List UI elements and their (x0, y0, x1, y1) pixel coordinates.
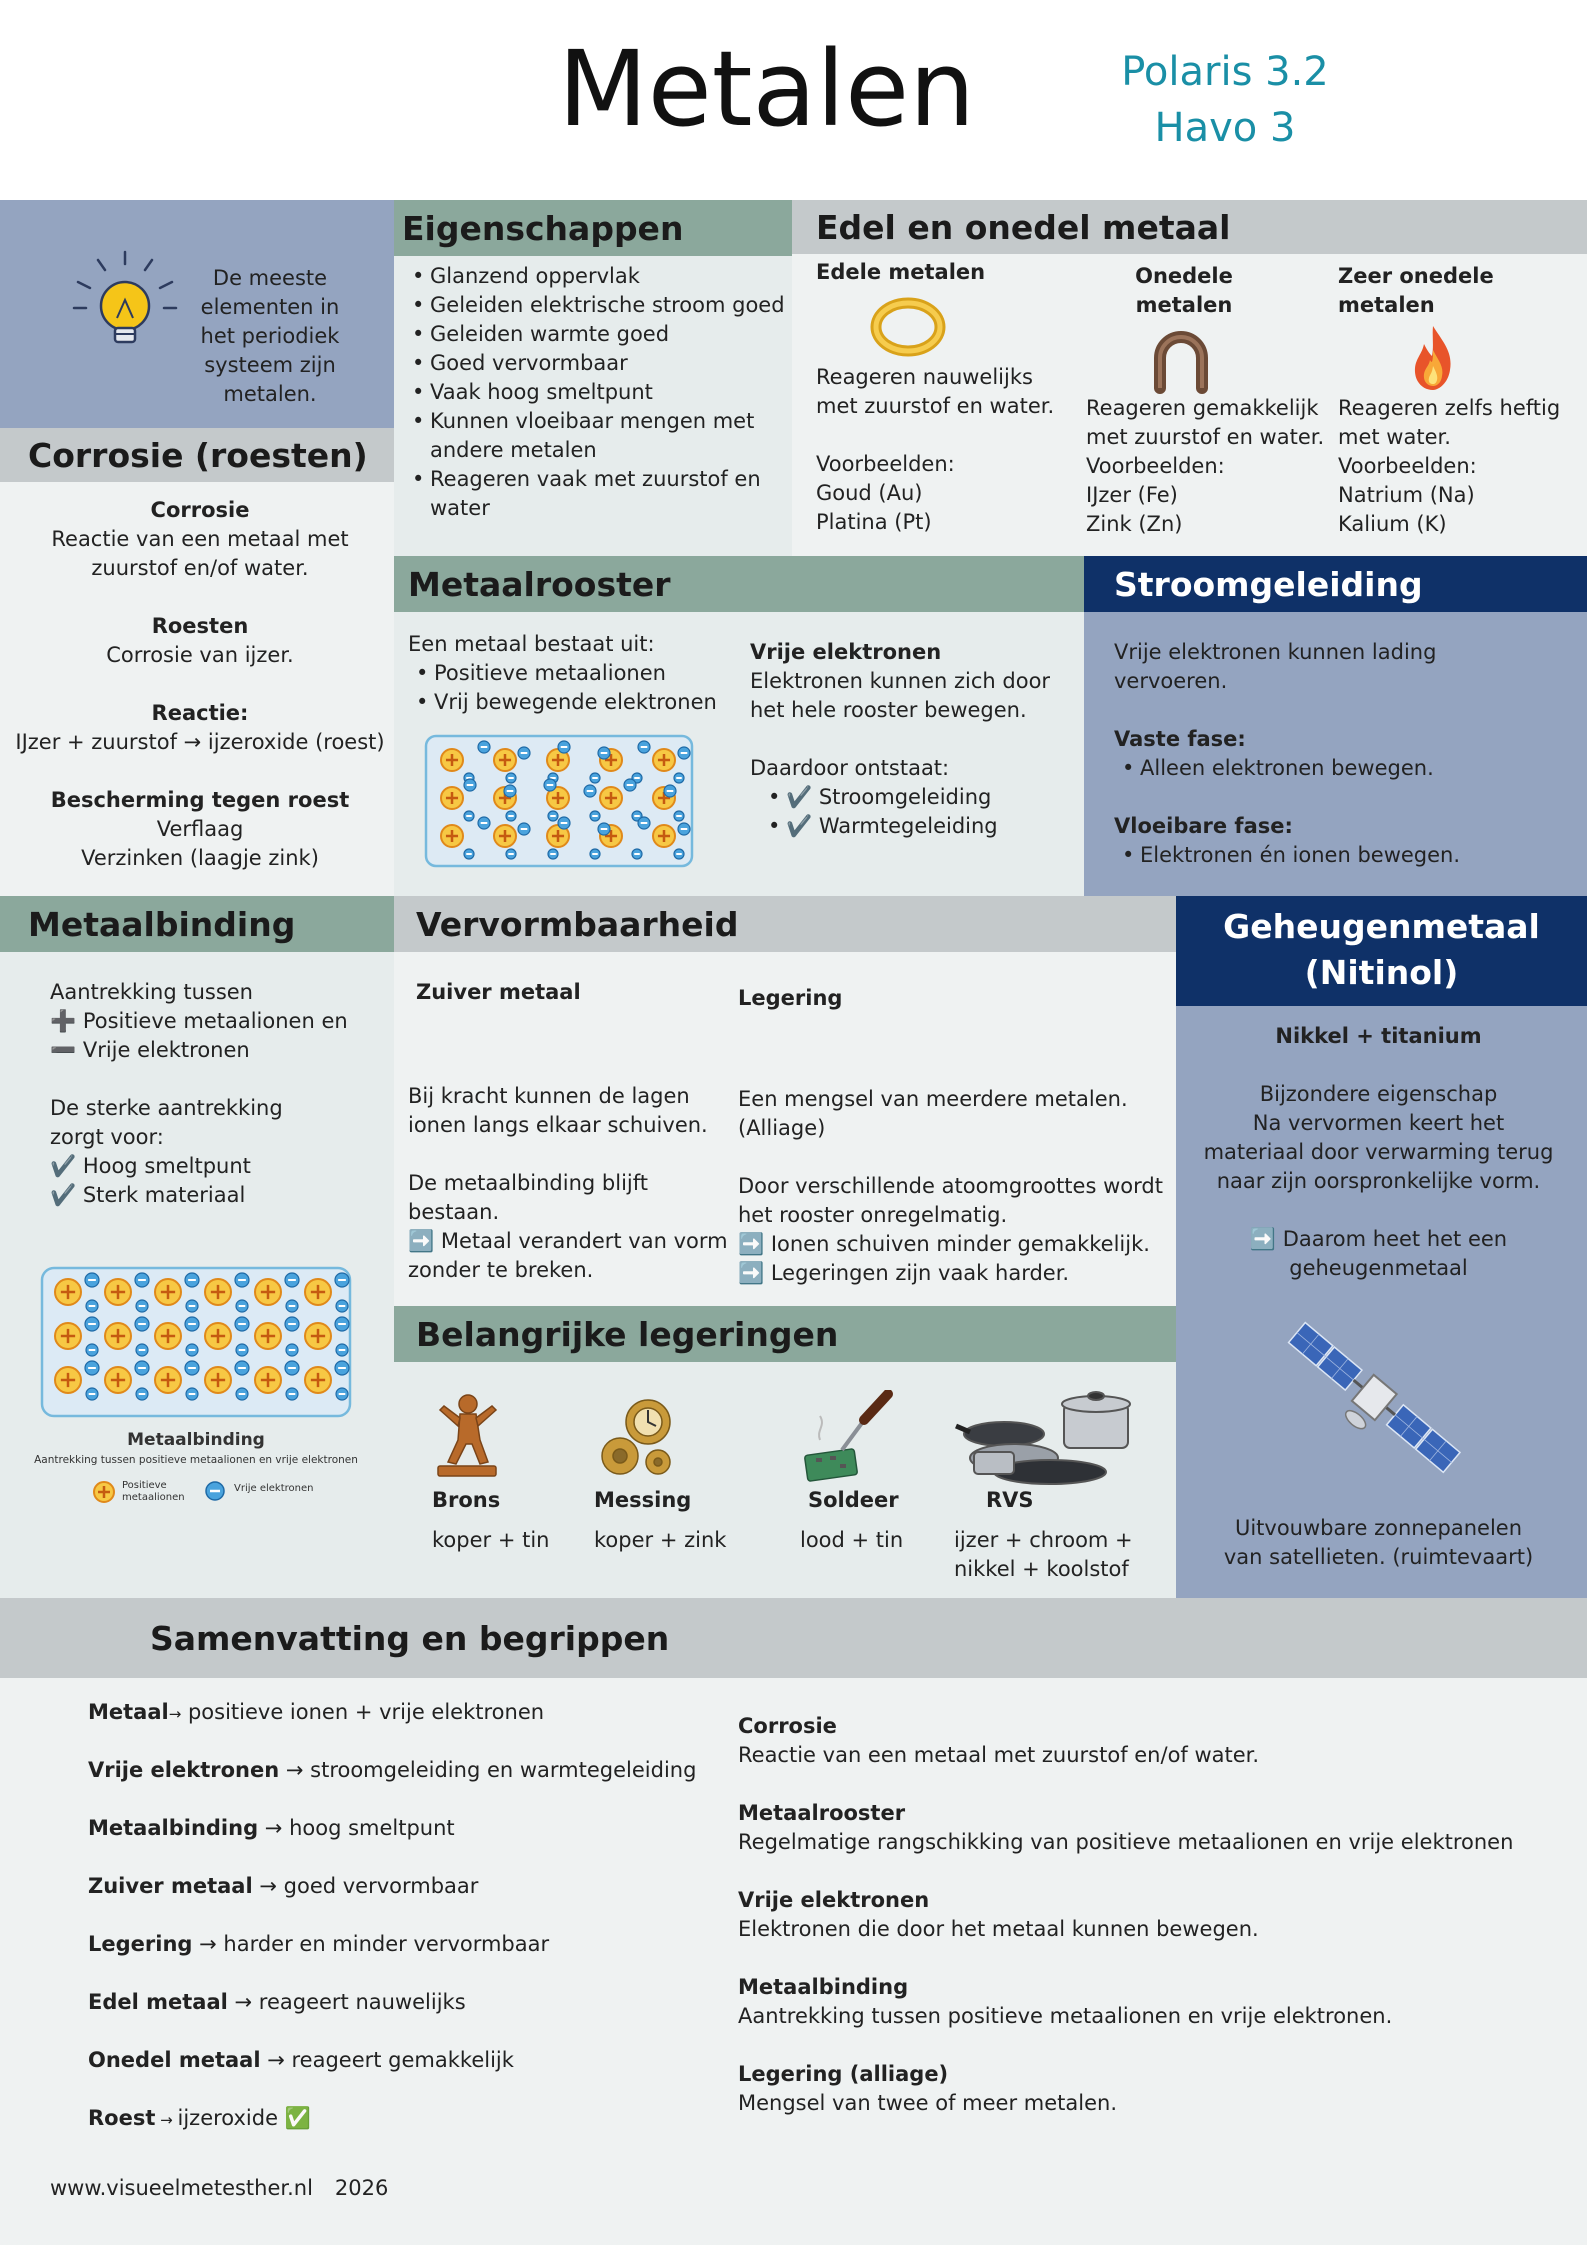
summary-desc: goed vervormbaar (283, 1874, 479, 1898)
legering-l0: Een mengsel van meerdere metalen. (738, 1087, 1128, 1111)
onedele-title: Onedele metalen (1135, 264, 1233, 317)
corrosie-section (0, 428, 394, 896)
legering-l5: ➡️ Ionen schuiven minder gemakkelijk. (738, 1232, 1150, 1256)
begrip-3 (738, 1973, 1558, 2060)
legend-positive-l2: metaalionen (122, 1492, 185, 1503)
list-item: • Kunnen vloeibaar mengen met andere metalen (404, 407, 788, 465)
zuiver-l4: bestaan. (408, 1200, 500, 1224)
onedele-l5: Zink (Zn) (1086, 512, 1183, 536)
metaalrooster-section (394, 556, 1084, 896)
brons-name: Brons (432, 1488, 501, 1512)
electron-legend-icon (204, 1480, 226, 1502)
legend-positive (122, 1480, 185, 1504)
legering-l1: (Alliage) (738, 1116, 826, 1140)
arrow-icon: → (227, 1990, 259, 2014)
electron (590, 849, 600, 859)
list-item: • Goed vervormbaar (404, 349, 788, 378)
electron (584, 785, 596, 797)
pans-icon (954, 1386, 1144, 1486)
summary-desc: reageert nauwelijks (258, 1990, 466, 2014)
electron (335, 1273, 349, 1287)
zuiver-l0: Bij kracht kunnen de lagen (408, 1084, 690, 1108)
edele-l1: Reageren nauwelijks (816, 365, 1033, 389)
electron (335, 1361, 349, 1375)
positive-ion (441, 787, 463, 809)
messing-name: Messing (594, 1488, 692, 1512)
begrip-def: Elektronen die door het metaal kunnen bewegen. (738, 1917, 1259, 1941)
electron (464, 779, 476, 791)
legeringen-section (394, 1306, 1176, 1598)
legering-l6: ➡️ Legeringen zijn vaak harder. (738, 1261, 1070, 1285)
electron (598, 823, 610, 835)
onedele-l1: Reageren gemakkelijk (1086, 396, 1319, 420)
onedele-l3: Voorbeelden: (1086, 454, 1225, 478)
electron (664, 785, 676, 797)
summary-desc: stroomgeleiding en warmtegeleiding (310, 1758, 697, 1782)
legend-electron: Vrije elektronen (234, 1483, 314, 1494)
list-item: • Geleiden elektrische stroom goed (404, 291, 788, 320)
electron (632, 849, 642, 859)
electron (674, 849, 684, 859)
electron (336, 1344, 348, 1356)
footer (50, 2174, 388, 2203)
arrow-icon: → (168, 1705, 182, 1723)
electron (336, 1300, 348, 1312)
edel-heading: Edel en onedel metaal (792, 200, 1587, 254)
positive-ion (255, 1279, 281, 1305)
positive-ion (155, 1279, 181, 1305)
samenvatting-section (0, 1598, 1587, 2245)
positive-ion (494, 749, 516, 771)
electron (336, 1388, 348, 1400)
stroomgeleiding-section (1084, 556, 1587, 896)
geheugen-body (1176, 1022, 1581, 1283)
geheugen-h2: (Nitinol) (1304, 953, 1459, 992)
electron (548, 849, 558, 859)
electron (185, 1361, 199, 1375)
zeer-title: Zeer onedele metalen (1338, 264, 1494, 317)
begrip-0 (738, 1712, 1558, 1799)
electron (235, 1317, 249, 1331)
flame-icon (1408, 322, 1458, 394)
geheugen-l6: geheugenmetaal (1289, 1256, 1468, 1280)
binding-l6: ✔️ Hoog smeltpunt (50, 1154, 251, 1178)
geheugen-l5: ➡️ Daarom heet het een (1249, 1227, 1508, 1251)
positive-ion (255, 1323, 281, 1349)
electron (136, 1388, 148, 1400)
positive-ion (305, 1367, 331, 1393)
summary-desc: reageert gemakkelijk (291, 2048, 514, 2072)
legering-title: Legering (738, 986, 843, 1010)
legering-l3: Door verschillende atoomgroottes wordt (738, 1174, 1163, 1198)
positive-ion (205, 1279, 231, 1305)
gears-icon (592, 1390, 684, 1482)
header-subtitle (1120, 44, 1330, 156)
electron (85, 1273, 99, 1287)
positive-ion (600, 787, 622, 809)
summary-desc: hoog smeltpunt (289, 1816, 455, 1840)
electron (135, 1361, 149, 1375)
electron (464, 849, 474, 859)
edele-l2: met zuurstof en water. (816, 394, 1055, 418)
zeer-l4: Natrium (Na) (1338, 483, 1475, 507)
electron (186, 1344, 198, 1356)
arrow-icon: → (155, 2111, 178, 2129)
list-item: • Alleen elektronen bewegen. (1114, 754, 1574, 783)
electron (518, 823, 530, 835)
electron (85, 1317, 99, 1331)
corrosie-body (0, 496, 400, 873)
statue-icon (430, 1390, 504, 1480)
rvs-desc (954, 1526, 1164, 1584)
begrip-term: Legering (alliage) (738, 2062, 949, 2086)
legering-col (738, 984, 1168, 1288)
daardoor-title: Daardoor ontstaat: (750, 756, 950, 780)
summary-term: Edel metaal (88, 1990, 228, 2014)
electron (638, 817, 650, 829)
book-label: Polaris 3.2 (1121, 49, 1329, 95)
electron (638, 741, 650, 753)
positive-ion (305, 1279, 331, 1305)
summary-desc: positieve ionen + vrije elektronen (181, 1700, 545, 1724)
electron (674, 811, 684, 821)
bescherming-verflaag: Verflaag (156, 817, 244, 841)
summary-desc: harder en minder vervormbaar (223, 1932, 550, 1956)
edel-section (792, 200, 1587, 556)
electron (236, 1300, 248, 1312)
electron (286, 1300, 298, 1312)
intro-panel (0, 200, 394, 428)
begrip-term: Metaalrooster (738, 1801, 906, 1825)
positive-ion (105, 1323, 131, 1349)
brons-desc: koper + tin (432, 1528, 550, 1552)
electron (135, 1273, 149, 1287)
summary-term: Metaalbinding (88, 1816, 259, 1840)
begrip-term: Corrosie (738, 1714, 837, 1738)
electron (285, 1273, 299, 1287)
positive-ion (205, 1367, 231, 1393)
positive-ion (441, 825, 463, 847)
soldeer-name: Soldeer (808, 1488, 899, 1512)
electron (85, 1361, 99, 1375)
metaalbinding-heading: Metaalbinding (0, 896, 394, 952)
geheugen-cap1: Uitvouwbare zonnepanelen (1234, 1516, 1523, 1540)
edele-l3: Voorbeelden: (816, 452, 955, 476)
electron (504, 785, 516, 797)
zuiver-l5: ➡️ Metaal verandert van vorm (408, 1229, 728, 1253)
arrow-icon: → (192, 1932, 224, 1956)
electron (678, 823, 690, 835)
geheugenmetaal-heading (1176, 896, 1587, 1006)
stroom-l1: Vrije elektronen kunnen lading (1114, 640, 1437, 664)
arrow-icon: → (258, 1816, 290, 1840)
positive-ion (155, 1367, 181, 1393)
summary-row-7 (88, 2104, 708, 2162)
rvs-desc-l1: ijzer + chroom + (954, 1528, 1133, 1552)
positive-ion (305, 1323, 331, 1349)
electron (506, 811, 516, 821)
electron (548, 811, 558, 821)
geheugenmetaal-section (1176, 896, 1587, 1598)
electron (185, 1317, 199, 1331)
metaalbinding-section (0, 896, 394, 1598)
edele-title: Edele metalen (816, 260, 986, 284)
electron (135, 1317, 149, 1331)
electron (558, 817, 570, 829)
zeer-l2: met water. (1338, 425, 1451, 449)
positive-ion (653, 749, 675, 771)
electron (590, 773, 600, 783)
electron (235, 1361, 249, 1375)
electron (136, 1300, 148, 1312)
gold-ring-icon (868, 291, 948, 361)
electron (136, 1344, 148, 1356)
page-header (0, 0, 1587, 200)
positive-ion (55, 1323, 81, 1349)
electron (186, 1300, 198, 1312)
summary-term: Roest (88, 2106, 156, 2130)
positive-ion (105, 1367, 131, 1393)
begrip-1 (738, 1799, 1558, 1886)
reactie-def: IJzer + zuurstof → ijzeroxide (roest) (15, 730, 385, 754)
summary-term: Metaal (88, 1700, 169, 1724)
vloeibare-fase-title: Vloeibare fase: (1114, 814, 1293, 838)
zuiver-metaal-col (408, 978, 728, 1285)
zuiver-l3: De metaalbinding blijft (408, 1171, 648, 1195)
list-item: • Glanzend oppervlak (404, 262, 788, 291)
electron (506, 773, 516, 783)
eigenschappen-list (404, 262, 788, 523)
electron (86, 1388, 98, 1400)
stroom-l2: vervoeren. (1114, 669, 1228, 693)
summary-row-4 (88, 1930, 708, 1988)
electron (624, 779, 636, 791)
summary-row-2 (88, 1814, 708, 1872)
arrow-icon: → (252, 1874, 284, 1898)
metaalbinding-diagram (40, 1266, 352, 1418)
binding-l3: ➖ Vrije elektronen (50, 1038, 250, 1062)
summary-row-1 (88, 1756, 708, 1814)
list-item: • Geleiden warmte goed (404, 320, 788, 349)
samenvatting-right (738, 1712, 1558, 2147)
positive-ion (653, 825, 675, 847)
binding-fig-title: Metaalbinding (127, 1430, 265, 1450)
electron (506, 849, 516, 859)
begrip-def: Regelmatige rangschikking van positieve metaalionen en vrije elektronen (738, 1830, 1514, 1854)
geheugen-cap2: van satellieten. (ruimtevaart) (1223, 1545, 1534, 1569)
summary-row-0 (88, 1698, 708, 1756)
electron (286, 1344, 298, 1356)
electron (285, 1317, 299, 1331)
stroomgeleiding-heading: Stroomgeleiding (1084, 556, 1587, 612)
electron (236, 1344, 248, 1356)
roesten-def: Corrosie van ijzer. (106, 643, 294, 667)
rooster-right (750, 638, 1080, 841)
summary-term: Vrije elektronen (88, 1758, 280, 1782)
arrow-icon: → (260, 2048, 292, 2072)
geheugen-l3: materiaal door verwarming terug (1203, 1140, 1554, 1164)
legering-l4: het rooster onregelmatig. (738, 1203, 1008, 1227)
stroom-body (1114, 638, 1574, 870)
begrip-def: Reactie van een metaal met zuurstof en/of water. (738, 1743, 1260, 1767)
list-item: • Positieve metaalionen (408, 659, 748, 688)
positive-ion (105, 1279, 131, 1305)
electron (236, 1388, 248, 1400)
page-title: Metalen (558, 28, 976, 150)
electron (674, 773, 684, 783)
list-item: • ✔️ Stroomgeleiding (760, 783, 1080, 812)
soldeer-desc: lood + tin (800, 1528, 904, 1552)
samenvatting-left (88, 1698, 708, 2162)
satellite-icon (1268, 1296, 1478, 1502)
soldering-iron-icon (802, 1390, 894, 1482)
summary-row-5 (88, 1988, 708, 2046)
list-item: • Vrij bewegende elektronen (408, 688, 748, 717)
list-item: • Vaak hoog smeltpunt (404, 378, 788, 407)
summary-term: Legering (88, 1932, 193, 1956)
begrip-def: Aantrekking tussen positieve metaalionen en vrije elektronen. (738, 2004, 1393, 2028)
metaalrooster-diagram (424, 734, 694, 868)
binding-l5: zorgt voor: (50, 1125, 164, 1149)
begrip-4 (738, 2060, 1558, 2147)
corrosie-term: Corrosie (150, 498, 250, 522)
positive-ion (155, 1323, 181, 1349)
legend-positive-l1: Positieve (122, 1480, 167, 1491)
edel-col-onedele (1086, 262, 1336, 539)
electron (335, 1317, 349, 1331)
vaste-fase-title: Vaste fase: (1114, 727, 1246, 751)
positive-ion-legend-icon (92, 1480, 116, 1504)
edele-l5: Platina (Pt) (816, 510, 932, 534)
rvs-desc-l2: nikkel + koolstof (954, 1557, 1129, 1581)
eigenschappen-section (394, 200, 792, 556)
summary-desc: ijzeroxide ✅ (177, 2106, 311, 2130)
electron (235, 1273, 249, 1287)
corrosie-def: Reactie van een metaal met zuurstof en/of water. (51, 527, 349, 580)
corrosie-heading: Corrosie (roesten) (0, 428, 394, 482)
electron (285, 1361, 299, 1375)
electron (86, 1300, 98, 1312)
rvs-name: RVS (986, 1488, 1034, 1512)
geheugen-l2: Na vervormen keert het (1252, 1111, 1505, 1135)
zuiver-title: Zuiver metaal (416, 980, 581, 1004)
electron (518, 747, 530, 759)
zuiver-l6: zonder te breken. (408, 1258, 594, 1282)
summary-row-6 (88, 2046, 708, 2104)
positive-ion (55, 1279, 81, 1305)
edel-col-edele (816, 258, 1076, 537)
vrije-l2: het hele rooster bewegen. (750, 698, 1027, 722)
messing-desc: koper + zink (594, 1528, 727, 1552)
edele-l4: Goud (Au) (816, 481, 923, 505)
geheugen-h1: Geheugenmetaal (1223, 907, 1540, 946)
electron (186, 1388, 198, 1400)
zuiver-l1: ionen langs elkaar schuiven. (408, 1113, 708, 1137)
binding-l1: Aantrekking tussen (50, 980, 253, 1004)
binding-body (50, 978, 380, 1210)
electron (464, 811, 474, 821)
begrip-term: Vrije elektronen (738, 1888, 930, 1912)
onedele-l4: IJzer (Fe) (1086, 483, 1178, 507)
rooster-left (408, 630, 748, 717)
bescherming-term: Bescherming tegen roest (50, 788, 350, 812)
list-item: • Elektronen én ionen bewegen. (1114, 841, 1574, 870)
samenvatting-heading: Samenvatting en begrippen (0, 1598, 1587, 1678)
rooster-list (408, 659, 748, 717)
positive-ion (494, 825, 516, 847)
electron (544, 779, 556, 791)
zeer-l5: Kalium (K) (1338, 512, 1447, 536)
bescherming-verzinken: Verzinken (laagje zink) (81, 846, 319, 870)
horseshoe-icon (1146, 324, 1216, 394)
geheugen-caption (1176, 1514, 1581, 1572)
electron (478, 741, 490, 753)
electron (286, 1388, 298, 1400)
intro-text: De meeste elementen in het periodiek systeem zijn metalen. (200, 266, 340, 406)
vervormbaarheid-section (394, 896, 1176, 1306)
summary-term: Zuiver metaal (88, 1874, 253, 1898)
legeringen-heading: Belangrijke legeringen (394, 1306, 1176, 1362)
summary-term: Onedel metaal (88, 2048, 261, 2072)
binding-l2: ➕ Positieve metaalionen en (50, 1009, 348, 1033)
vrije-elektronen-title: Vrije elektronen (750, 640, 942, 664)
positive-ion (255, 1367, 281, 1393)
electron (86, 1344, 98, 1356)
geheugen-sub: Nikkel + titanium (1275, 1024, 1482, 1048)
electron (598, 747, 610, 759)
electron (185, 1273, 199, 1287)
list-item: • ✔️ Warmtegeleiding (760, 812, 1080, 841)
daardoor-list (750, 783, 1080, 841)
reactie-term: Reactie: (151, 701, 249, 725)
electron (478, 817, 490, 829)
electron (678, 747, 690, 759)
footer-year: 2026 (334, 2176, 389, 2200)
binding-fig-sub: Aantrekking tussen positieve metaalionen en vrije elektronen (34, 1454, 358, 1466)
footer-site[interactable]: www.visueelmetesther.nl (50, 2176, 313, 2200)
begrip-2 (738, 1886, 1558, 1973)
binding-l7: ✔️ Sterk materiaal (50, 1183, 246, 1207)
binding-l4: De sterke aantrekking (50, 1096, 283, 1120)
metaalrooster-heading: Metaalrooster (394, 556, 1084, 612)
positive-ion (55, 1367, 81, 1393)
zeer-l1: Reageren zelfs heftig (1338, 396, 1561, 420)
eigenschappen-heading: Eigenschappen (394, 200, 792, 256)
arrow-icon: → (279, 1758, 311, 1782)
electron (590, 811, 600, 821)
list-item: • Reageren vaak met zuurstof en water (404, 465, 788, 523)
geheugen-l1: Bijzondere eigenschap (1259, 1082, 1498, 1106)
summary-row-3 (88, 1872, 708, 1930)
onedele-l2: met zuurstof en water. (1086, 425, 1325, 449)
rooster-intro: Een metaal bestaat uit: (408, 632, 655, 656)
vervormbaarheid-heading: Vervormbaarheid (394, 896, 1176, 952)
edel-col-zeer (1338, 262, 1586, 539)
geheugen-l4: naar zijn oorspronkelijke vorm. (1216, 1169, 1541, 1193)
level-label: Havo 3 (1154, 105, 1296, 151)
begrip-def: Mengsel van twee of meer metalen. (738, 2091, 1117, 2115)
positive-ion (441, 749, 463, 771)
vrije-l1: Elektronen kunnen zich door (750, 669, 1051, 693)
lightbulb-icon (70, 248, 180, 358)
roesten-term: Roesten (151, 614, 249, 638)
zeer-l3: Voorbeelden: (1338, 454, 1477, 478)
begrip-term: Metaalbinding (738, 1975, 909, 1999)
positive-ion (205, 1323, 231, 1349)
electron (558, 741, 570, 753)
